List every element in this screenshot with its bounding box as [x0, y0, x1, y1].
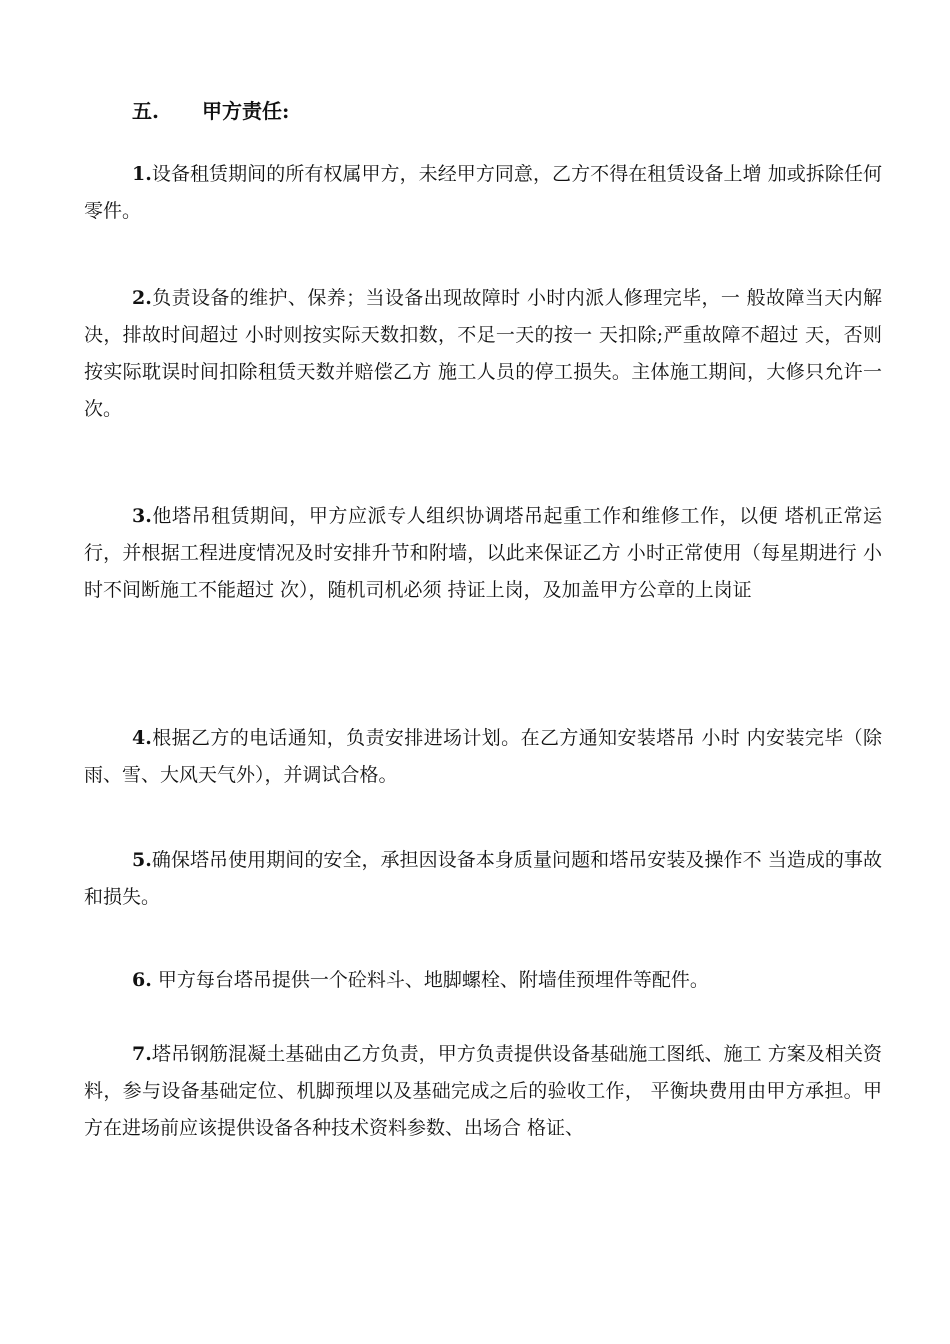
clause-text: 确保塔吊使用期间的安全，承担因设备本身质量问题和塔吊安装及操作不 当造成的事故和损失。	[84, 849, 882, 908]
clause-2	[84, 280, 882, 428]
clause-text: 甲方每台塔吊提供一个砼料斗、地脚螺栓、附墙佳预埋件等配件。	[151, 969, 709, 991]
clause-1	[84, 156, 882, 230]
clause-number: 3.	[132, 505, 152, 527]
clause-4	[84, 720, 882, 794]
clause-3	[84, 498, 882, 609]
clause-text: 负责设备的维护、保养；当设备出现故障时 小时内派人修理完毕，一 般故障当天内解决，排故时间超过 小时则按实际天数扣数，不足一天的按一 天扣除;严重故障不超过 天，否则按实际耽误时间扣除租赁天数并赔偿乙方 施工人员的停工损失。主体施工期间，大修只允许一次。	[84, 287, 882, 420]
clause-number: 5.	[132, 849, 152, 871]
section-heading	[132, 95, 289, 124]
clause-number: 2.	[132, 287, 152, 309]
clause-number: 4.	[132, 727, 152, 749]
section-number: 五.	[132, 99, 159, 123]
clause-text: 设备租赁期间的所有权属甲方，未经甲方同意，乙方不得在租赁设备上增 加或拆除任何零件。	[84, 163, 882, 222]
clause-7	[84, 1036, 882, 1147]
clause-number: 6.	[132, 969, 152, 991]
clause-number: 1.	[132, 163, 152, 185]
clause-5	[84, 842, 882, 916]
clause-text: 根据乙方的电话通知，负责安排进场计划。在乙方通知安装塔吊 小时 内安装完毕（除雨、雪、大风天气外），并调试合格。	[84, 727, 882, 786]
section-title: 甲方责任:	[202, 99, 290, 123]
clause-text: 他塔吊租赁期间，甲方应派专人组织协调塔吊起重工作和维修工作，以便 塔机正常运行，并根据工程进度情况及时安排升节和附墙，以此来保证乙方 小时正常使用（每星期进行 小时不间断施工不能超过 次），随机司机必须 持证上岗，及加盖甲方公章的上岗证	[84, 505, 882, 601]
clause-text: 塔吊钢筋混凝土基础由乙方负责，甲方负责提供设备基础施工图纸、施工 方案及相关资料，参与设备基础定位、机脚预埋以及基础完成之后的验收工作， 平衡块费用由甲方承担。甲方在进场前应该提供设备各种技术资料参数、出场合 格证、	[84, 1043, 882, 1139]
clause-number: 7.	[132, 1043, 152, 1065]
clause-6	[84, 962, 882, 999]
